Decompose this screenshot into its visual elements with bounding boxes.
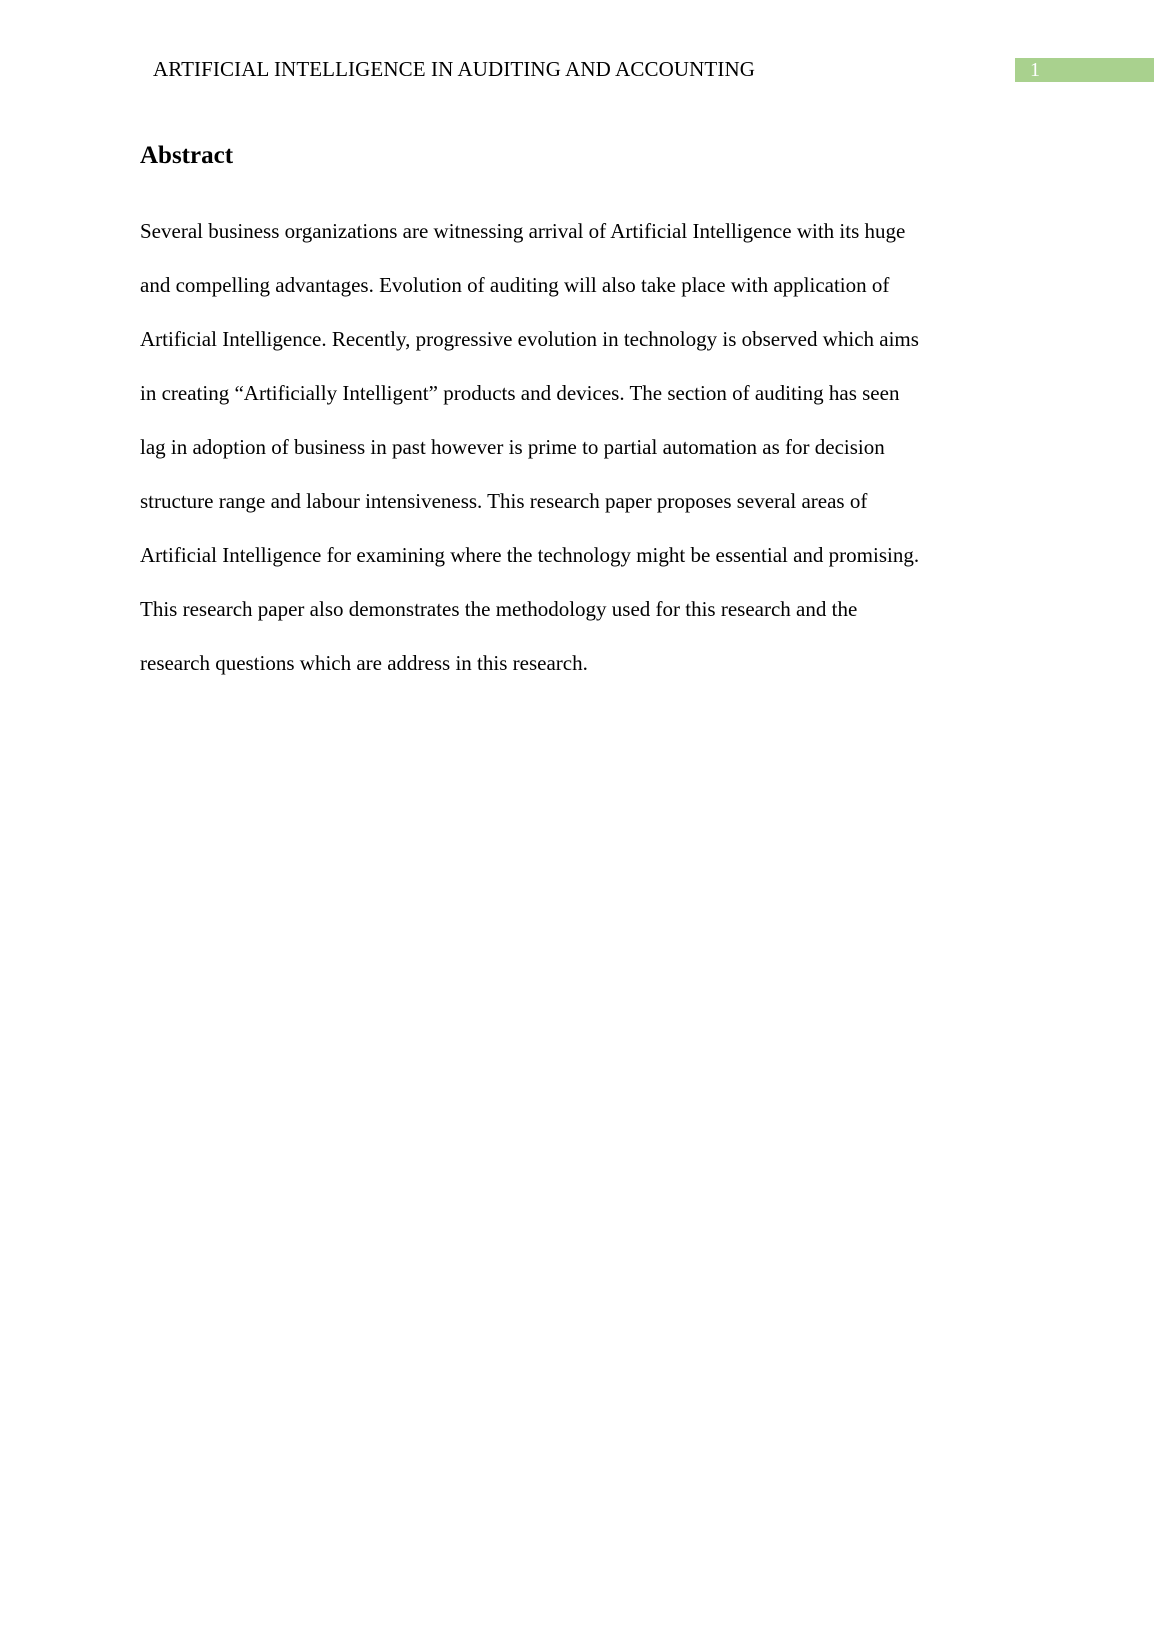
abstract-line: and compelling advantages. Evolution of auditing will also take place with application of — [140, 273, 890, 297]
abstract-line: lag in adoption of business in past however is prime to partial automation as for decision — [140, 435, 885, 459]
running-head: ARTIFICIAL INTELLIGENCE IN AUDITING AND ACCOUNTING — [153, 57, 755, 81]
page-number-box — [1015, 58, 1154, 82]
abstract-line: Artificial Intelligence. Recently, progressive evolution in technology is observed which aims — [140, 327, 919, 351]
abstract-line: This research paper also demonstrates the methodology used for this research and the — [140, 597, 858, 621]
abstract-line: structure range and labour intensiveness. This research paper proposes several areas of — [140, 489, 868, 513]
abstract-line: Artificial Intelligence for examining where the technology might be essential and promising. — [140, 543, 920, 567]
abstract-paragraph — [140, 204, 1020, 690]
abstract-line: research questions which are address in this research. — [140, 651, 588, 675]
abstract-line: in creating “Artificially Intelligent” products and devices. The section of auditing has seen — [140, 381, 900, 405]
abstract-line: Several business organizations are witnessing arrival of Artificial Intelligence with its huge — [140, 219, 906, 243]
abstract-heading: Abstract — [140, 142, 234, 169]
page-number: 1 — [1030, 59, 1040, 81]
